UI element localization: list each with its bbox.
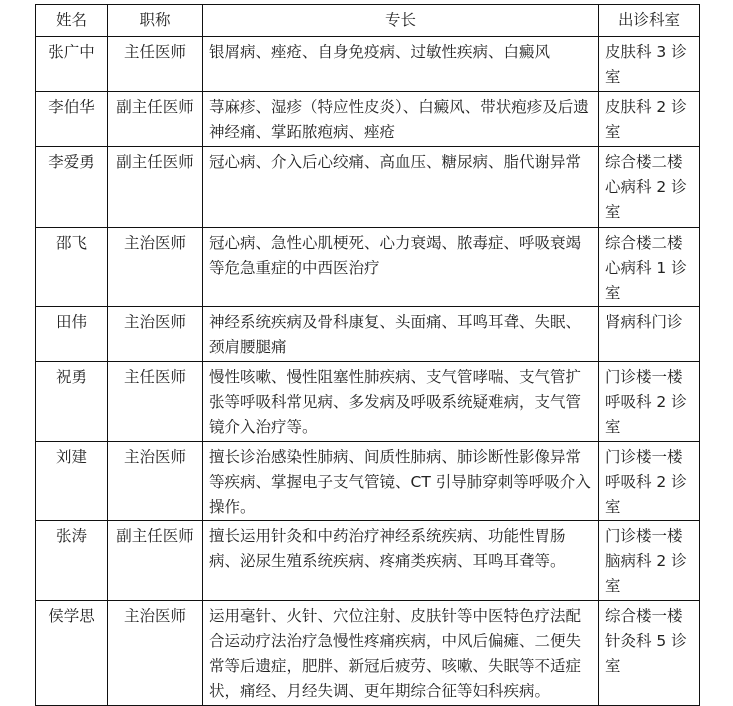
doctor-specialty: 银屑病、痤疮、自身免疫病、过敏性疾病、白癜风	[203, 37, 599, 92]
doctor-specialty: 擅长运用针灸和中药治疗神经系统疾病、功能性胃肠病、泌尿生殖系统疾病、疼痛类疾病、耳鸣耳聋等。	[203, 521, 599, 601]
doctor-clinic: 门诊楼一楼脑病科 2 诊室	[599, 521, 700, 601]
header-specialty: 专长	[203, 5, 599, 37]
doctor-name: 侯学思	[36, 601, 108, 706]
doctor-clinic: 门诊楼一楼呼吸科 2 诊室	[599, 362, 700, 442]
doctor-title: 副主任医师	[108, 521, 203, 601]
doctor-name: 祝勇	[36, 362, 108, 442]
table-row	[36, 147, 700, 228]
doctor-clinic: 综合楼二楼心病科 1 诊室	[599, 228, 700, 307]
doctor-name: 刘建	[36, 442, 108, 521]
table-row	[36, 601, 700, 706]
doctor-clinic: 皮肤科 2 诊室	[599, 92, 700, 147]
doctor-schedule-table	[35, 4, 700, 706]
doctor-name: 李伯华	[36, 92, 108, 147]
doctor-title: 主治医师	[108, 307, 203, 362]
doctor-specialty: 神经系统疾病及骨科康复、头面痛、耳鸣耳聋、失眠、颈肩腰腿痛	[203, 307, 599, 362]
table-row	[36, 307, 700, 362]
table-row	[36, 92, 700, 147]
doctor-name: 邵飞	[36, 228, 108, 307]
doctor-clinic: 皮肤科 3 诊室	[599, 37, 700, 92]
doctor-title: 主治医师	[108, 228, 203, 307]
table-row	[36, 521, 700, 601]
table-row	[36, 37, 700, 92]
doctor-clinic: 门诊楼一楼呼吸科 2 诊室	[599, 442, 700, 521]
doctor-specialty: 慢性咳嗽、慢性阻塞性肺疾病、支气管哮喘、支气管扩张等呼吸科常见病、多发病及呼吸系统疑难病，支气管镜介入治疗等。	[203, 362, 599, 442]
header-clinic: 出诊科室	[599, 5, 700, 37]
doctor-specialty: 荨麻疹、湿疹（特应性皮炎）、白癜风、带状疱疹及后遗神经痛、掌跖脓疱病、痤疮	[203, 92, 599, 147]
table-row	[36, 228, 700, 307]
doctor-title: 主任医师	[108, 362, 203, 442]
doctor-clinic: 综合楼二楼心病科 2 诊室	[599, 147, 700, 228]
doctor-name: 张涛	[36, 521, 108, 601]
doctor-title: 主治医师	[108, 442, 203, 521]
doctor-clinic: 肾病科门诊	[599, 307, 700, 362]
table-row	[36, 442, 700, 521]
table-row	[36, 362, 700, 442]
header-title: 职称	[108, 5, 203, 37]
header-name: 姓名	[36, 5, 108, 37]
table-header-row	[36, 5, 700, 37]
doctor-name: 李爱勇	[36, 147, 108, 228]
doctor-name: 张广中	[36, 37, 108, 92]
doctor-specialty: 冠心病、急性心肌梗死、心力衰竭、脓毒症、呼吸衰竭等危急重症的中西医治疗	[203, 228, 599, 307]
doctor-title: 主治医师	[108, 601, 203, 706]
doctor-specialty: 擅长诊治感染性肺病、间质性肺病、肺诊断性影像异常等疾病、掌握电子支气管镜、CT 引导肺穿刺等呼吸介入操作。	[203, 442, 599, 521]
doctor-specialty: 冠心病、介入后心绞痛、高血压、糖尿病、脂代谢异常	[203, 147, 599, 228]
doctor-title: 副主任医师	[108, 147, 203, 228]
doctor-specialty: 运用毫针、火针、穴位注射、皮肤针等中医特色疗法配合运动疗法治疗急慢性疼痛疾病，中风后偏瘫、二便失常等后遗症，肥胖、新冠后疲劳、咳嗽、失眠等不适症状，痛经、月经失调、更年期综合征等妇科疾病。	[203, 601, 599, 706]
doctor-name: 田伟	[36, 307, 108, 362]
doctor-title: 主任医师	[108, 37, 203, 92]
doctor-title: 副主任医师	[108, 92, 203, 147]
doctor-clinic: 综合楼一楼针灸科 5 诊室	[599, 601, 700, 706]
